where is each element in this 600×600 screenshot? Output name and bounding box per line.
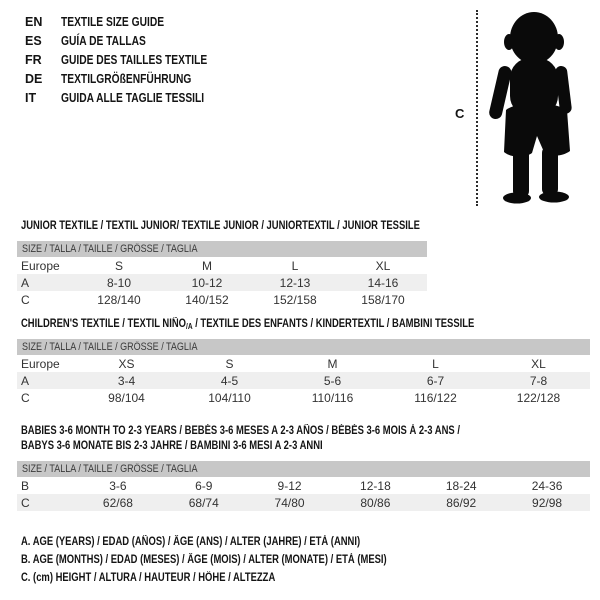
row-cell: 104/110 (208, 390, 251, 405)
size-header-label: SIZE / TALLA / TAILLE / GRÖSSE / TAGLIA (22, 341, 198, 353)
row-cell: M (202, 258, 212, 273)
language-code: ES (25, 33, 42, 48)
table-row (17, 389, 590, 406)
footnote-line (21, 551, 467, 569)
row-cell: 152/158 (273, 292, 317, 307)
row-cell: 140/152 (185, 292, 229, 307)
table-title-text: BABIES 3-6 MONTH TO 2-3 YEARS / BEBÉS 3-6 MESES A 2-3 AÑOS / BÉBÉS 3-6 MOIS À 2-3 ANS / (21, 425, 460, 437)
row-cell: 9-12 (277, 478, 302, 493)
row-cell: 80/86 (360, 495, 391, 510)
language-item (25, 12, 239, 31)
language-item (25, 31, 239, 50)
row-cell: 14-16 (367, 275, 399, 290)
row-cell: 6-9 (195, 478, 213, 493)
row-cell: S (114, 258, 123, 273)
row-cell: 122/128 (516, 390, 561, 405)
table-title-text: JUNIOR TEXTILE / TEXTIL JUNIOR/ TEXTILE JUNIOR / JUNIORTEXTIL / JUNIOR TESSILE (21, 220, 420, 232)
size-header-bar (17, 339, 590, 355)
row-cell: L (291, 258, 299, 273)
height-measure-line (476, 10, 478, 206)
row-cell: 62/68 (102, 495, 133, 510)
language-code: IT (25, 90, 37, 105)
toddler-silhouette-icon (483, 8, 595, 208)
table-row (17, 477, 590, 494)
row-cell: 68/74 (188, 495, 219, 510)
row-cell: 92/98 (532, 495, 563, 510)
language-label: GUIDE DES TAILLES TEXTILE (61, 52, 208, 67)
footnote-text: C. (cm) HEIGHT / ALTURA / HAUTEUR / HÖHE / ALTEZZA (21, 572, 276, 584)
row-cell: 12-18 (360, 478, 391, 493)
row-cell: XS (118, 356, 135, 371)
table-row (17, 494, 590, 511)
table-row (17, 355, 590, 372)
row-cell: 5-6 (323, 373, 342, 388)
language-label: GUÍA DE TALLAS (61, 33, 146, 48)
table-row (17, 372, 590, 389)
row-cell: 98/104 (108, 390, 145, 405)
language-label: TEXTILGRÖßENFÜHRUNG (61, 71, 192, 86)
size-header-bar (17, 461, 590, 477)
row-cell: XL (375, 258, 391, 273)
footnote-line (21, 533, 467, 551)
row-cell: 10-12 (191, 275, 223, 290)
language-code: EN (25, 14, 43, 29)
row-label: Europe (21, 356, 60, 371)
table-row (17, 291, 427, 308)
table-title (17, 424, 590, 439)
row-cell: 6-7 (426, 373, 445, 388)
size-header-label: SIZE / TALLA / TAILLE / GRÖSSE / TAGLIA (22, 463, 198, 475)
row-cell: 116/122 (414, 390, 457, 405)
row-cell: 3-4 (117, 373, 136, 388)
row-cell: 86/92 (446, 495, 477, 510)
row-cell: 7-8 (529, 373, 548, 388)
row-label: A (21, 275, 30, 290)
row-cell: 110/116 (311, 390, 354, 405)
table-title (17, 317, 590, 332)
row-cell: S (225, 356, 234, 371)
babies-textile-section (17, 424, 590, 511)
row-cell: 18-24 (445, 478, 477, 493)
row-label: B (21, 478, 30, 493)
row-cell: M (327, 356, 338, 371)
row-cell: 158/170 (361, 292, 405, 307)
row-cell: 24-36 (531, 478, 563, 493)
language-item (25, 88, 239, 107)
language-label: GUIDA ALLE TAGLIE TESSILI (61, 90, 205, 105)
table-row (17, 274, 427, 291)
row-label: A (21, 373, 30, 388)
table-title (17, 219, 427, 234)
language-label: TEXTILE SIZE GUIDE (61, 14, 165, 29)
row-cell: XL (531, 356, 546, 371)
language-header-block (25, 12, 239, 107)
row-label: C (21, 495, 30, 510)
table-row (17, 257, 427, 274)
language-item (25, 50, 239, 69)
language-code: DE (25, 71, 43, 86)
table-title-text: CHILDREN'S TEXTILE / TEXTIL NIÑO/A / TEXTILE DES ENFANTS / KINDERTEXTIL / BAMBINI TESSILE (21, 318, 475, 331)
row-label: C (21, 390, 30, 405)
language-code: FR (25, 52, 42, 67)
row-cell: 74/80 (274, 495, 305, 510)
row-cell: 128/140 (97, 292, 141, 307)
row-cell: 12-13 (279, 275, 311, 290)
language-item (25, 69, 239, 88)
childrens-textile-section (17, 317, 590, 406)
row-cell: L (432, 356, 439, 371)
size-header-label: SIZE / TALLA / TAILLE / GRÖSSE / TAGLIA (22, 243, 198, 255)
row-label: C (21, 292, 30, 307)
size-header-bar (17, 241, 427, 257)
table-title-text: BABYS 3-6 MONATE BIS 2-3 JAHRE / BAMBINI 3-6 MESI A 2-3 ANNI (21, 440, 323, 452)
footnote-line (21, 569, 467, 587)
footnote-text: B. AGE (MONTHS) / EDAD (MESES) / ÂGE (MOIS) / ALTER (MONATE) / ETÀ (MESI) (21, 554, 387, 566)
junior-textile-section (17, 219, 427, 308)
row-cell: 4-5 (220, 373, 239, 388)
footnote-text: A. AGE (YEARS) / EDAD (AÑOS) / ÂGE (ANS) / ALTER (JAHRE) / ETÀ (ANNI) (21, 536, 361, 548)
row-cell: 3-6 (109, 478, 127, 493)
footnotes-block (21, 533, 467, 587)
row-label: Europe (21, 258, 60, 273)
row-cell: 8-10 (106, 275, 132, 290)
height-measure-label: C (455, 106, 465, 121)
table-title (17, 439, 590, 454)
